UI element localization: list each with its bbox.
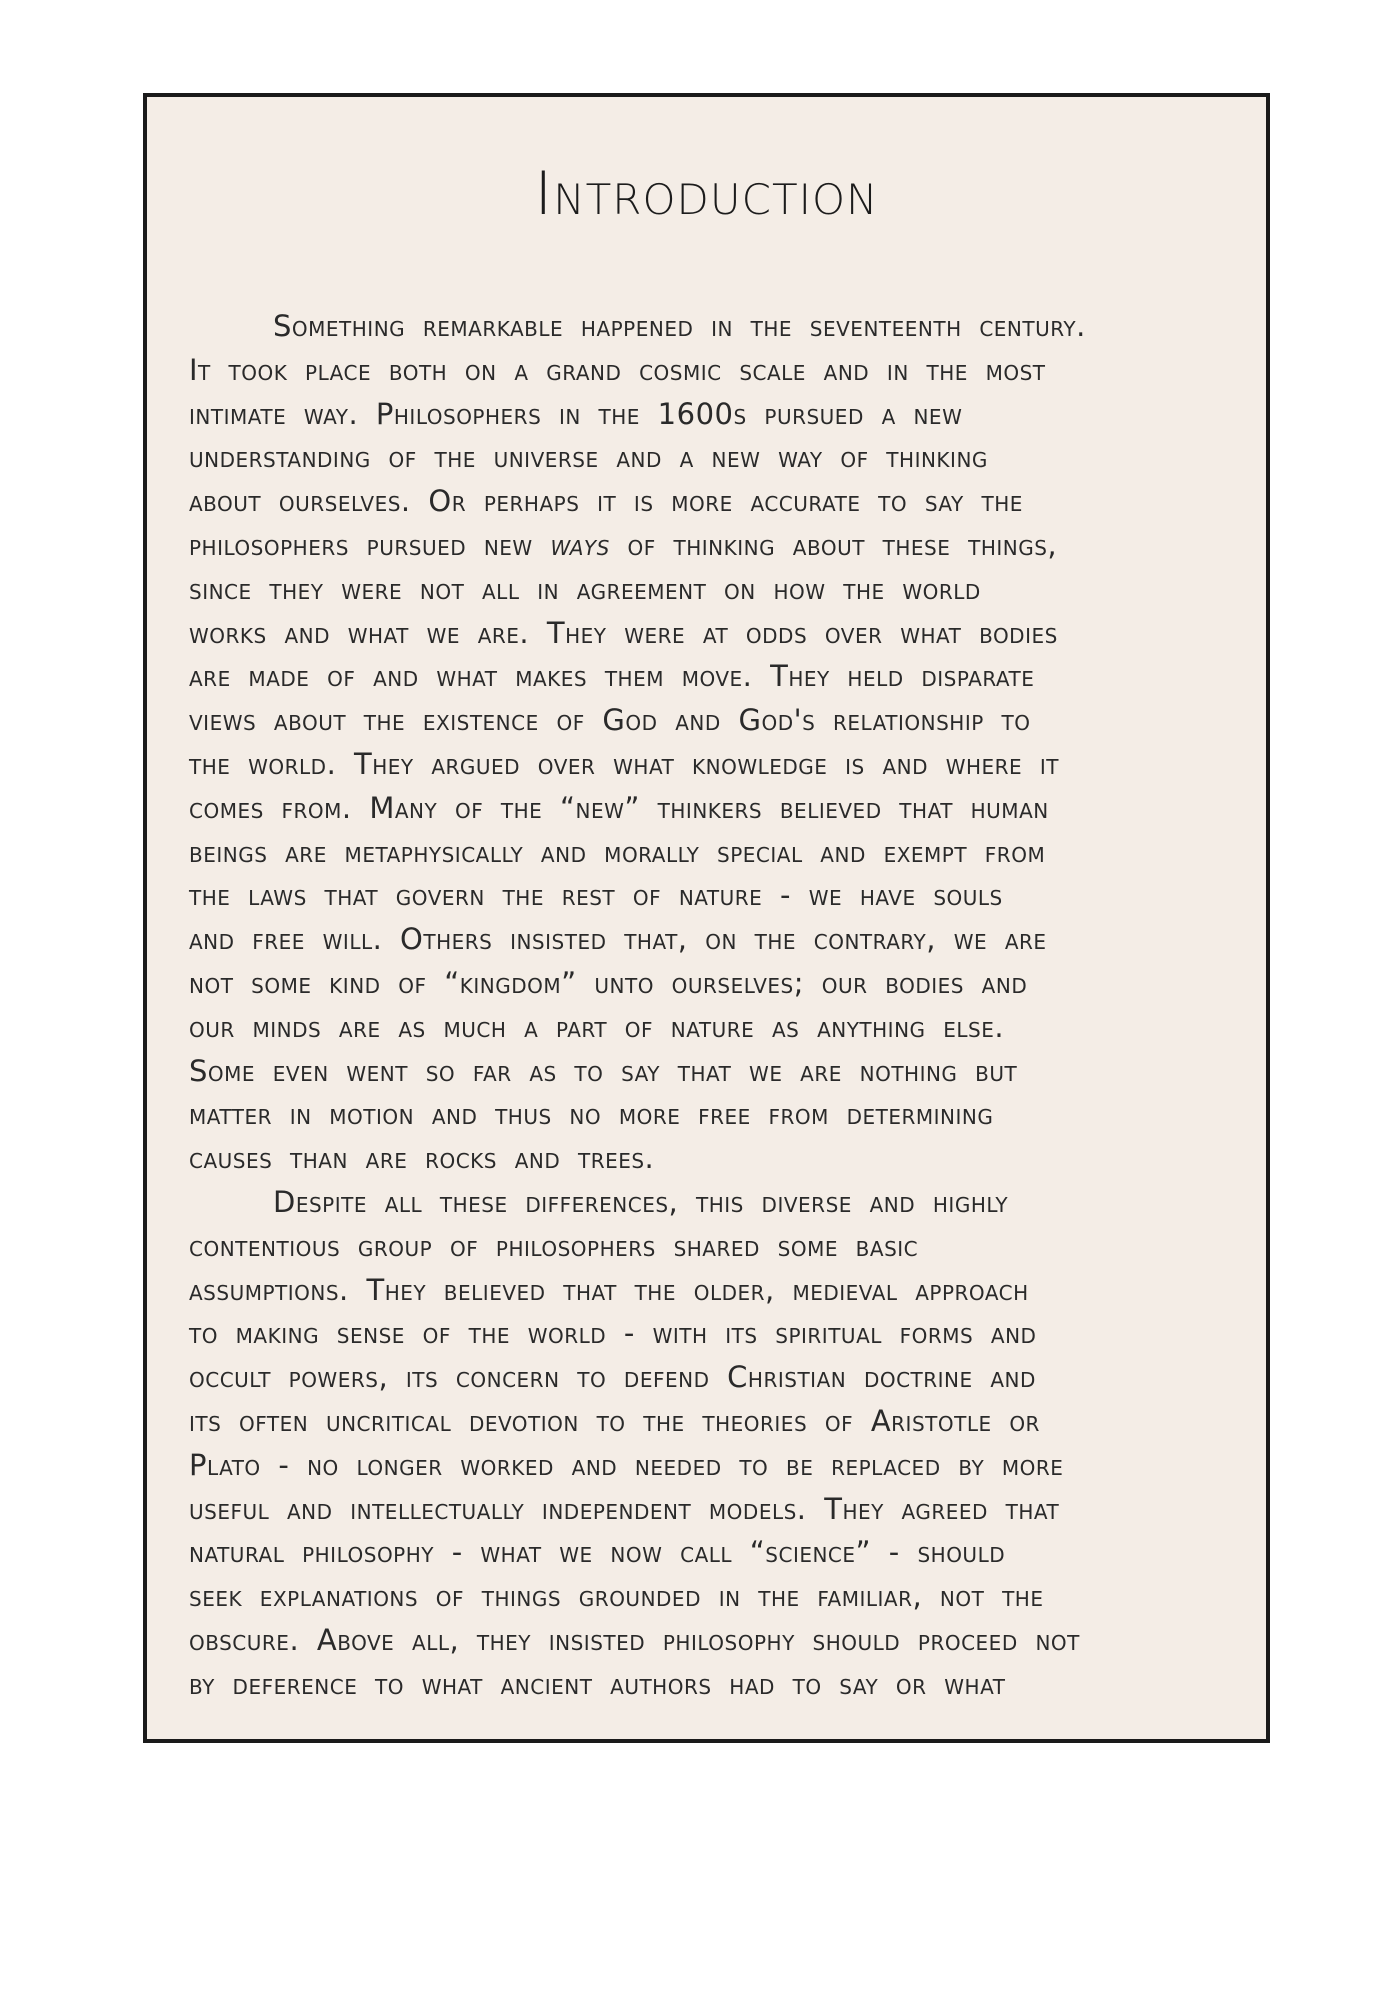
text-line: comes from. Many of the “new” thinkers believed that human	[189, 790, 1049, 825]
text-line: about ourselves. Or perhaps it is more accurate to say the	[189, 484, 1023, 519]
text-line: our minds are as much a part of nature as anything else.	[189, 1009, 1005, 1044]
text-line: are made of and what makes them move. They held disparate	[189, 659, 1035, 694]
text-line: not some kind of “kingdom” unto ourselves; our bodies and	[189, 965, 1028, 1000]
text-line: occult powers, its concern to defend Christian doctrine and	[189, 1360, 1036, 1395]
text-segment: philosophers pursued new	[189, 527, 533, 562]
text-line: its often uncritical devotion to the theories of Aristotle or	[189, 1403, 1040, 1438]
text-line: beings are metaphysically and morally special and exempt from	[189, 834, 1046, 869]
text-segment: of thinking about these things,	[627, 527, 1058, 562]
text-line: Some even went so far as to say that we are nothing but	[189, 1053, 1018, 1088]
text-line: matter in motion and thus no more free from determining	[189, 1097, 994, 1132]
emphasis-text: ways	[550, 527, 610, 562]
text-line: It took place both on a grand cosmic scale and in the most	[189, 352, 1046, 387]
text-line: seek explanations of things grounded in the familiar, not the	[189, 1579, 1044, 1614]
text-line-mixed	[189, 524, 1249, 568]
text-line: intimate way. Philosophers in the 1600s pursued a new	[189, 396, 963, 431]
text-line: Despite all these differences, this diverse and highly	[273, 1184, 1009, 1219]
body-text	[189, 305, 1249, 1707]
page-frame	[143, 93, 1270, 1743]
text-line: the laws that govern the rest of nature - we have souls	[189, 878, 1003, 913]
text-line: works and what we are. They were at odds over what bodies	[189, 615, 1058, 650]
text-line: obscure. Above all, they insisted philosophy should proceed not	[189, 1622, 1080, 1657]
text-line: Something remarkable happened in the seventeenth century.	[273, 309, 1086, 343]
text-line: assumptions. They believed that the older, medieval approach	[189, 1272, 1029, 1307]
text-line: useful and intellectually independent models. They agreed that	[189, 1491, 1060, 1526]
text-line: to making sense of the world - with its spiritual forms and	[189, 1316, 1037, 1351]
text-line: causes than are rocks and trees.	[189, 1141, 655, 1176]
text-line: views about the existence of God and God's relationship to	[189, 703, 1031, 738]
page-title: Introduction	[534, 159, 879, 229]
text-line: and free will. Others insisted that, on the contrary, we are	[189, 922, 1047, 957]
text-line: understanding of the universe and a new way of thinking	[189, 440, 988, 475]
text-line: since they were not all in agreement on how the world	[189, 571, 981, 606]
text-line: the world. They argued over what knowledge is and where it	[189, 746, 1060, 781]
text-line: by deference to what ancient authors had to say or what	[189, 1666, 1006, 1701]
text-line: contentious group of philosophers shared some basic	[189, 1228, 919, 1263]
text-line: natural philosophy - what we now call “science” - should	[189, 1535, 1006, 1570]
text-line: Plato - no longer worked and needed to be replaced by more	[189, 1447, 1064, 1482]
